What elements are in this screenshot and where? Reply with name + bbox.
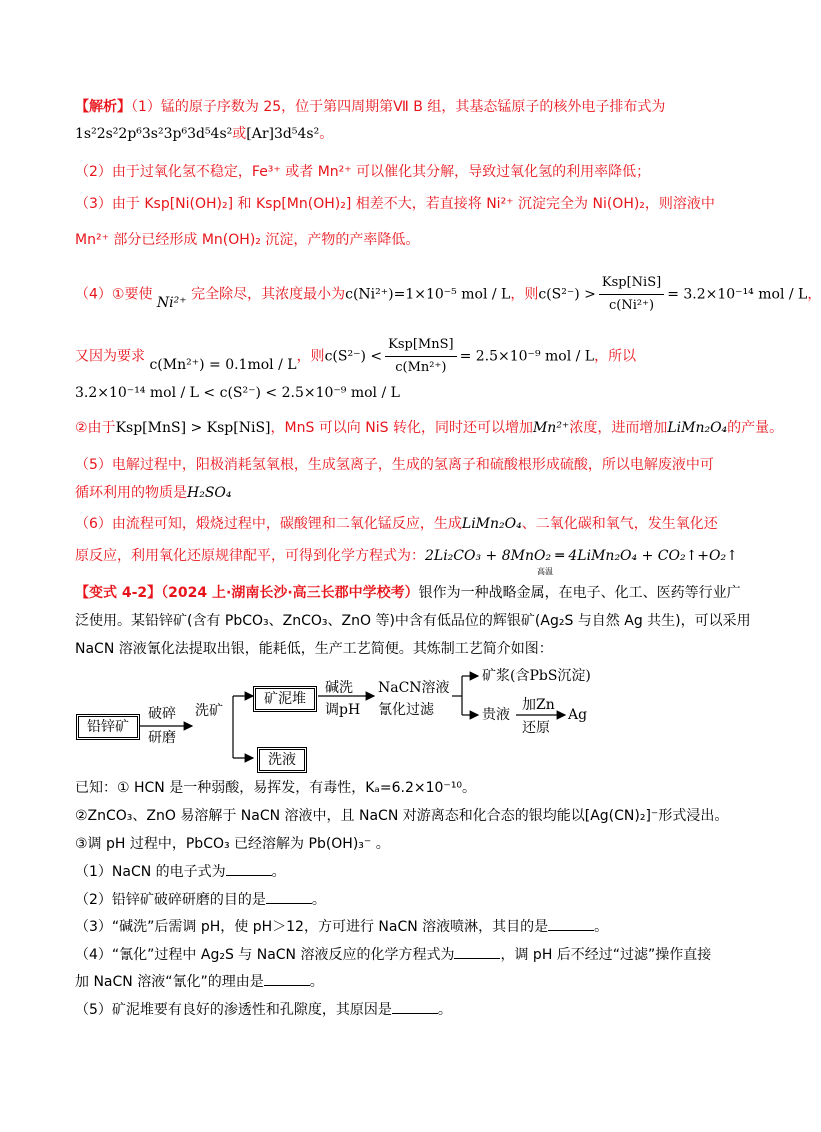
answer-blank[interactable] bbox=[266, 891, 312, 904]
node-pregnant-liquor: 贵液 bbox=[482, 707, 510, 723]
question-1 bbox=[75, 862, 286, 882]
question-4-text-b: 加 NaCN 溶液“氰化”的理由是 bbox=[75, 974, 264, 990]
p4-text: ，MnS 可以向 NiS 转化，同时还可以增加 bbox=[270, 420, 533, 436]
answer-blank[interactable] bbox=[264, 973, 310, 986]
step-nacn: NaCN溶液 bbox=[378, 680, 450, 696]
limn2o4: LiMn₂O₄ bbox=[461, 516, 522, 532]
ksp-nis-fraction bbox=[599, 272, 664, 317]
known-3: ③调 pH 过程中，PbCO₃ 已经溶解为 Pb(OH)₃⁻ 。 bbox=[75, 836, 390, 852]
variant-line3: NaCN 溶液氰化法提取出银，能耗低，生产工艺简便。其炼制工艺简介如图： bbox=[75, 641, 553, 657]
analysis-p4-line1 bbox=[75, 272, 821, 317]
step-grind: 研磨 bbox=[148, 730, 176, 746]
frac-numerator: Ksp[NiS] bbox=[599, 272, 664, 295]
p4-text: ②由于 bbox=[75, 420, 116, 436]
known-1: 已知：① HCN 是一种弱酸，易挥发，有毒性，Kₐ=6.2×10⁻¹⁰。 bbox=[75, 780, 477, 796]
frac-denominator: c(Mn²⁺) bbox=[395, 360, 447, 375]
question-3-text: （3）“碱洗”后需调 pH，使 pH＞12，方可进行 NaCN 溶液喷淋，其目的是 bbox=[75, 919, 549, 935]
box-ore-label: 铅锌矿 bbox=[78, 716, 138, 738]
p4-text: ，则 bbox=[296, 348, 325, 365]
question-2-text: （2）铅锌矿破碎研磨的目的是 bbox=[75, 892, 266, 908]
analysis-p4-line2 bbox=[75, 334, 636, 379]
question-4-line2 bbox=[75, 972, 324, 992]
h2so4: H₂SO₄ bbox=[187, 485, 232, 501]
analysis-p4-range: 3.2×10⁻¹⁴ mol / L < c(S²⁻) < 2.5×10⁻⁹ mol / L bbox=[75, 385, 400, 401]
question-3 bbox=[75, 917, 608, 937]
analysis-p3-line1: （3）由于 Ksp[Ni(OH)₂] 和 Ksp[Mn(OH)₂] 相差不大，若直接将 Ni²⁺ 沉淀完全为 Ni(OH)₂，则溶液中 bbox=[75, 196, 715, 212]
analysis-p4-line4 bbox=[75, 418, 783, 438]
ni-conc: c(Ni²⁺)=1×10⁻⁵ mol / L bbox=[345, 286, 511, 303]
box-ore bbox=[76, 714, 140, 740]
or-text: 或 bbox=[232, 126, 247, 142]
step-cyanide-filter: 氰化过滤 bbox=[378, 702, 434, 718]
known-2: ②ZnCO₃、ZnO 易溶解于 NaCN 溶液中，且 NaCN 对游离态和化合态的银均能以[Ag(CN)₂]⁻形式浸出。 bbox=[75, 808, 729, 824]
question-end: 。 bbox=[437, 1002, 452, 1018]
electron-config: 1s²2s²2p⁶3s²3p⁶3d⁵4s² bbox=[75, 126, 233, 142]
frac-denominator: c(Ni²⁺) bbox=[609, 298, 655, 313]
step-adjust-ph: 调pH bbox=[325, 702, 361, 718]
analysis-p1-line2 bbox=[75, 124, 333, 144]
p4-text: 浓度，进而增加 bbox=[569, 420, 668, 436]
p4-text: 完全除尽，其浓度最小为 bbox=[191, 286, 346, 303]
step-add-zn: 加Zn bbox=[522, 697, 555, 713]
question-end: 。 bbox=[309, 974, 324, 990]
question-5-text: （5）矿泥堆要有良好的渗透性和孔隙度，其原因是 bbox=[75, 1002, 392, 1018]
analysis-tag: 【解析】 bbox=[75, 99, 131, 115]
result-value: = 3.2×10⁻¹⁴ mol / L bbox=[667, 286, 808, 303]
analysis-p1-text: （1）锰的原子序数为 25，位于第四周期第Ⅶ B 组，其基态锰原子的核外电子排布式为 bbox=[131, 99, 666, 115]
answer-blank[interactable] bbox=[226, 863, 272, 876]
node-washed-ore: 洗矿 bbox=[195, 703, 223, 719]
box-mud-label: 矿泥堆 bbox=[255, 688, 315, 710]
question-end: 。 bbox=[311, 892, 326, 908]
analysis-p6-line1 bbox=[75, 514, 718, 534]
comma: ， bbox=[807, 286, 821, 303]
box-wash-liquid bbox=[257, 747, 307, 773]
condition-text: 高温 bbox=[537, 567, 553, 576]
step-reduce: 还原 bbox=[522, 720, 550, 736]
answer-blank[interactable] bbox=[548, 918, 594, 931]
analysis-p6-line2 bbox=[75, 546, 738, 576]
equation-text: 2Li₂CO₃ + 8MnO₂ ═ 4LiMn₂O₄ + CO₂↑+O₂↑ bbox=[425, 548, 738, 564]
ni-ion: Ni²⁺ bbox=[156, 294, 187, 311]
box-wash-label: 洗液 bbox=[259, 749, 305, 771]
p4-text: 的产量。 bbox=[727, 420, 784, 436]
analysis-p1-line1 bbox=[75, 97, 665, 117]
step-alkali-wash: 碱洗 bbox=[325, 680, 353, 696]
analysis-p2: （2）由于过氧化氢不稳定，Fe³⁺ 或者 Mn²⁺ 可以催化其分解，导致过氧化氢的利用率降低； bbox=[75, 164, 651, 180]
question-end: 。 bbox=[594, 919, 609, 935]
variant-line2: 泛使用。某铅锌矿(含有 PbCO₃、ZnCO₃、ZnO 等)中含有低品位的辉银矿(Ag₂S 与自然 Ag 共生)，可以采用 bbox=[75, 613, 751, 629]
variant-intro: 银作为一种战略金属，在电子、化工、医药等行业广 bbox=[418, 585, 741, 601]
answer-blank[interactable] bbox=[454, 946, 500, 959]
question-4-text-cont: ，调 pH 后不经过“过滤”操作直接 bbox=[500, 947, 712, 963]
question-4-line1 bbox=[75, 945, 711, 965]
p6-text: （6）由流程可知，煅烧过程中，碳酸锂和二氧化锰反应，生成 bbox=[75, 516, 462, 532]
analysis-p3-line2: Mn²⁺ 部分已经形成 Mn(OH)₂ 沉淀，产物的产率降低。 bbox=[75, 232, 420, 248]
answer-blank[interactable] bbox=[392, 1001, 438, 1014]
s-conc-lt: c(S²⁻) < bbox=[324, 348, 383, 365]
variant-source: （2024 上·湖南长沙·高三长郡中学校考） bbox=[161, 585, 419, 601]
question-4-text: （4）“氰化”过程中 Ag₂S 与 NaCN 溶液反应的化学方程式为 bbox=[75, 947, 455, 963]
variant-line1 bbox=[75, 583, 741, 603]
question-2 bbox=[75, 890, 326, 910]
p6-text: 原反应，利用氧化还原规律配平，可得到化学方程式为： bbox=[75, 548, 425, 564]
question-end: 。 bbox=[271, 864, 286, 880]
p4-text: ，所以 bbox=[594, 348, 637, 365]
p4-text: （4）①要使 bbox=[75, 286, 153, 303]
question-1-text: （1）NaCN 的电子式为 bbox=[75, 864, 226, 880]
node-slurry: 矿浆(含PbS沉淀) bbox=[482, 668, 591, 684]
p4-text: 又因为要求 bbox=[75, 348, 145, 365]
electron-config-alt: [Ar]3d⁵4s² bbox=[246, 126, 320, 142]
box-mud-heap bbox=[253, 686, 317, 712]
variant-tag: 【变式 4-2】 bbox=[75, 585, 162, 601]
step-crush: 破碎 bbox=[148, 706, 176, 722]
ksp-compare: Ksp[MnS] > Ksp[NiS] bbox=[115, 420, 271, 436]
s-conc-gt: c(S²⁻) > bbox=[538, 286, 596, 303]
equation bbox=[425, 548, 738, 576]
analysis-p5-line2 bbox=[75, 483, 232, 503]
limn2o4: LiMn₂O₄ bbox=[667, 420, 728, 436]
result-value: = 2.5×10⁻⁹ mol / L bbox=[459, 348, 595, 365]
p5-text: 循环利用的物质是 bbox=[75, 485, 187, 501]
analysis-p5-line1: （5）电解过程中，阳极消耗氢氧根，生成氢离子，生成的氢离子和硫酸根形成硫酸，所以电解废液中可 bbox=[75, 457, 714, 473]
node-silver: Ag bbox=[568, 707, 588, 723]
period: 。 bbox=[319, 126, 334, 142]
p4-text: ，则 bbox=[510, 286, 539, 303]
frac-numerator: Ksp[MnS] bbox=[385, 334, 456, 357]
question-5 bbox=[75, 1000, 452, 1020]
mn-ion: Mn²⁺ bbox=[532, 420, 570, 436]
p6-text: 、二氧化碳和氧气，发生氧化还 bbox=[521, 516, 718, 532]
ksp-mns-fraction bbox=[385, 334, 456, 379]
mn-conc: c(Mn²⁺) = 0.1mol / L bbox=[149, 356, 297, 373]
